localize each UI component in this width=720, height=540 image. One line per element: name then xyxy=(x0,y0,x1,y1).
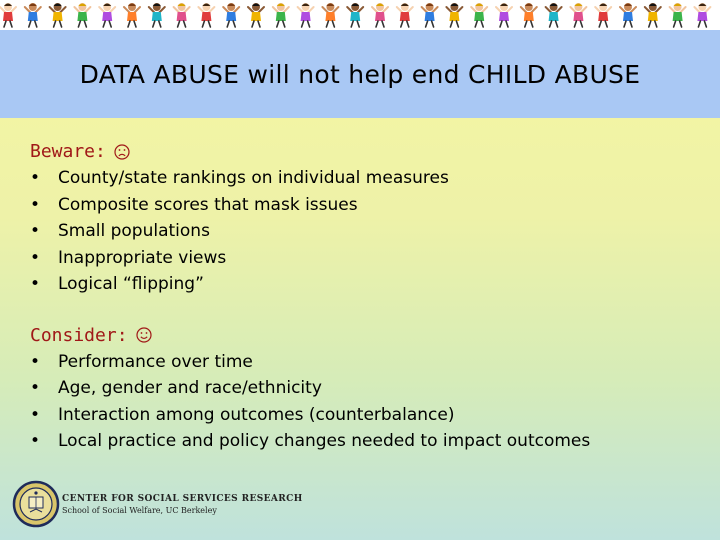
bullet-mark: • xyxy=(30,247,41,268)
bullet-mark: • xyxy=(30,404,41,425)
list-item-text: Age, gender and race/ethnicity xyxy=(58,378,322,398)
child-figure xyxy=(347,3,363,27)
list-item xyxy=(30,402,700,429)
list-item-text: Logical “flipping” xyxy=(58,274,204,294)
child-figure xyxy=(372,3,388,27)
children-figures-image xyxy=(0,0,720,30)
decorative-children-border xyxy=(0,0,720,30)
child-figure xyxy=(174,3,190,27)
child-figure xyxy=(149,3,165,27)
child-figure xyxy=(496,3,512,27)
list-item-text: Inappropriate views xyxy=(58,247,227,268)
list-item xyxy=(30,271,700,298)
child-figure xyxy=(694,3,710,27)
child-figure xyxy=(397,3,413,27)
child-figure xyxy=(570,3,586,27)
list-item-text: County/state rankings on individual measures xyxy=(58,168,449,188)
list-item-text: Local practice and policy changes needed to impact outcomes xyxy=(58,431,591,451)
beware-list xyxy=(30,165,700,298)
list-item-text: Performance over time xyxy=(58,351,253,372)
child-figure xyxy=(0,3,16,27)
child-figure xyxy=(223,3,239,27)
child-figure xyxy=(50,3,66,27)
child-figure xyxy=(124,3,140,27)
list-item-text: Interaction among outcomes (counterbalance) xyxy=(58,404,455,425)
child-figure xyxy=(298,3,314,27)
child-figure xyxy=(546,3,562,27)
bullet-mark: • xyxy=(30,194,41,215)
list-item xyxy=(30,428,700,455)
child-figure xyxy=(25,3,41,27)
child-figure xyxy=(670,3,686,27)
child-figure xyxy=(74,3,90,27)
footer-school-name: School of Social Welfare, UC Berkeley xyxy=(62,506,217,515)
list-item-text: Small populations xyxy=(58,221,210,241)
list-item-text: Composite scores that mask issues xyxy=(58,194,358,215)
beware-label: Beware: xyxy=(30,141,106,162)
bullet-mark: • xyxy=(30,351,41,372)
slide-title: DATA ABUSE will not help end CHILD ABUSE xyxy=(79,59,641,89)
footer-org-name: CENTER FOR SOCIAL SERVICES RESEARCH xyxy=(62,494,303,504)
title-band xyxy=(0,30,720,118)
consider-label: Consider: xyxy=(30,324,128,346)
bullet-mark: • xyxy=(30,274,41,294)
child-figure xyxy=(595,3,611,27)
list-item xyxy=(30,165,700,192)
bullet-mark: • xyxy=(30,431,41,451)
consider-heading xyxy=(30,322,700,349)
beware-heading xyxy=(30,138,700,165)
child-figure xyxy=(248,3,264,27)
child-figure xyxy=(620,3,636,27)
bullet-mark: • xyxy=(30,221,41,241)
child-figure xyxy=(422,3,438,27)
bullet-mark: • xyxy=(30,168,41,188)
slide-content xyxy=(30,138,700,455)
list-item xyxy=(30,245,700,272)
university-seal-logo xyxy=(12,480,60,528)
list-item xyxy=(30,192,700,219)
list-item xyxy=(30,218,700,245)
child-figure xyxy=(521,3,537,27)
child-figure xyxy=(322,3,338,27)
child-figure xyxy=(198,3,214,27)
footer-branding xyxy=(12,480,412,530)
frown-face-icon xyxy=(114,144,130,160)
bullet-mark: • xyxy=(30,378,41,398)
child-figure xyxy=(645,3,661,27)
consider-list xyxy=(30,349,700,455)
child-figure xyxy=(273,3,289,27)
smiley-face-icon xyxy=(136,327,152,343)
child-figure xyxy=(99,3,115,27)
list-item xyxy=(30,375,700,402)
child-figure xyxy=(471,3,487,27)
child-figure xyxy=(446,3,462,27)
list-item xyxy=(30,349,700,376)
